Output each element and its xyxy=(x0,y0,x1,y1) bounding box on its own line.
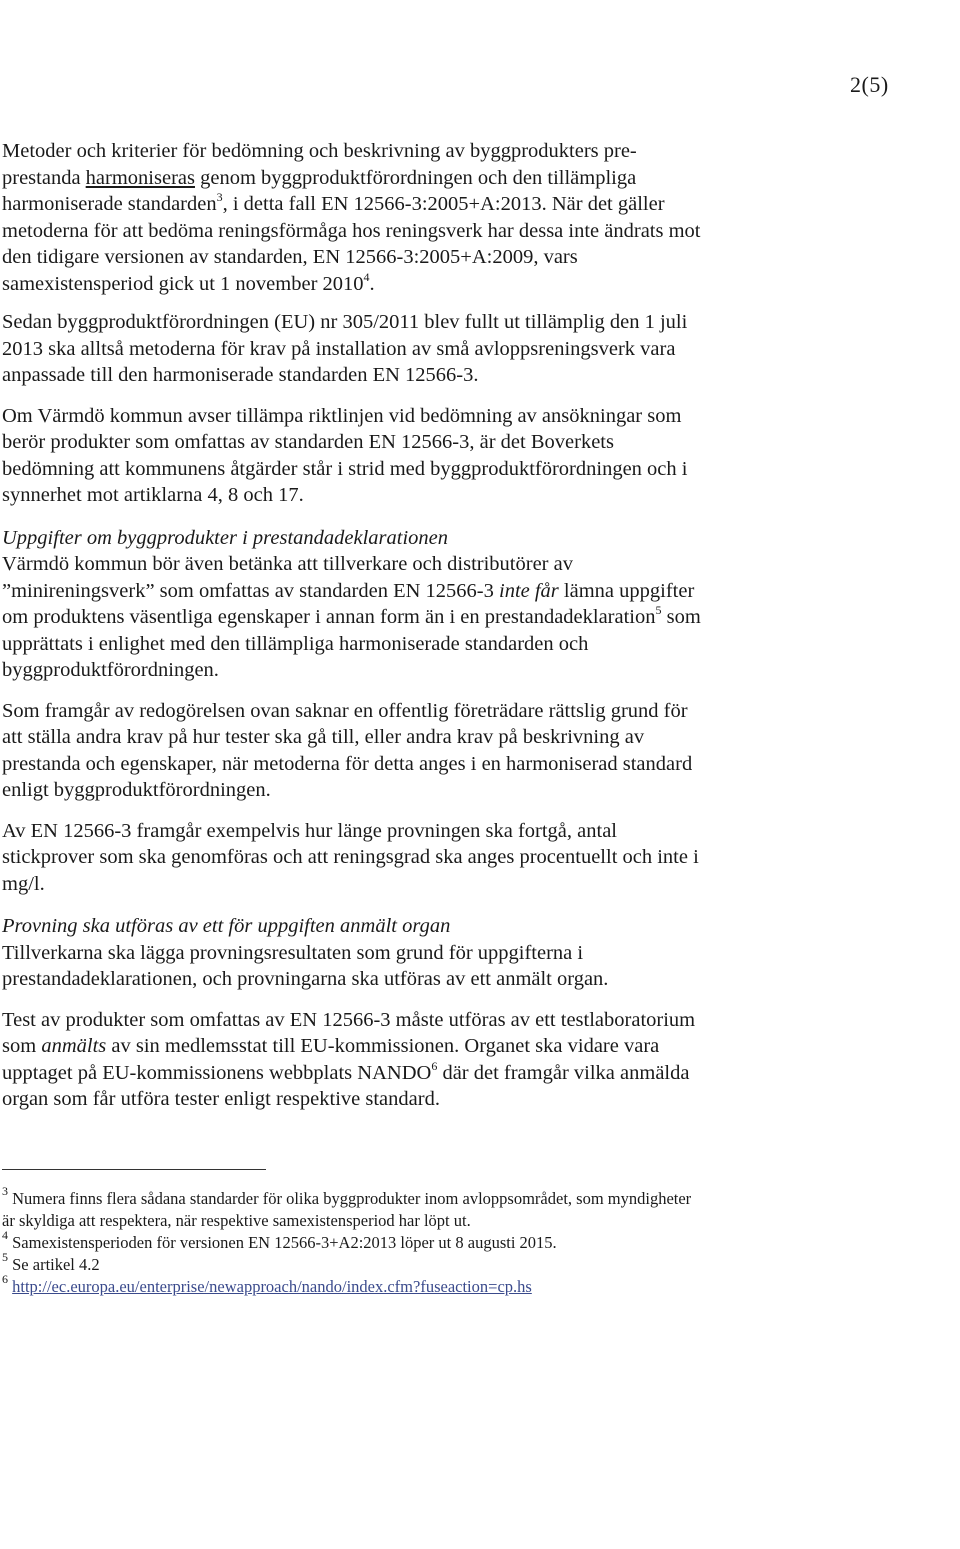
text-segment: som upprättats i enlighet med den tillämpliga harmoniserade standarden och byggproduktförordningen. xyxy=(2,606,701,681)
footnote-divider xyxy=(2,1169,266,1170)
text-segment: Värmdö kommun bör även betänka att tillverkare och distributörer av ”minireningsverk” som omfattas av standarden EN 12566-3 xyxy=(2,553,573,602)
footnote-text: Se artikel 4.2 xyxy=(12,1255,100,1274)
text-segment: lämna uppgifter om produktens väsentliga egenskaper i annan form än i en prestandadeklaration xyxy=(2,579,695,628)
text-segment: av sin medlemsstat till EU-kommissionen. Organet ska vidare vara upptaget på EU-kommissionens webbplats NANDO xyxy=(2,1035,660,1084)
paragraph-varmdo: Om Värmdö kommun avser tillämpa riktlinjen vid bedömning av ansökningar som berör produkter som omfattas av standarden EN 12566-3, är det Boverkets bedömning att kommunens åtgärder står i strid med byggproduktförordningen och i synnerhet mot artiklarna 4, 8 och 17. xyxy=(2,404,688,506)
text-segment: Metoder och kriterier för bedömning och beskrivning av byggprodukters pre-prestanda xyxy=(2,140,637,189)
paragraph-laboratory xyxy=(2,1007,702,1113)
footnote-ref-3[interactable]: 3 xyxy=(216,190,223,204)
nando-link[interactable]: http://ec.europa.eu/enterprise/newapproach/nando/index.cfm?fuseaction=cp.hs xyxy=(12,1277,532,1296)
text-segment: genom byggproduktförordningen och den tillämpliga harmoniserade standarden xyxy=(2,166,637,215)
footnote-ref-4[interactable]: 4 xyxy=(363,269,370,284)
footnote-4 xyxy=(2,1228,702,1254)
footnote-text: Samexistensperioden för versionen EN 12566-3+A2:2013 löper ut 8 augusti 2015. xyxy=(12,1233,557,1252)
text-segment: där det framgår vilka anmälda organ som får utföra tester enligt respektive standard. xyxy=(2,1061,690,1110)
paragraph-methods xyxy=(2,138,702,297)
paragraph-testing-duration: Av EN 12566-3 framgår exempelvis hur länge provningen ska fortgå, antal stickprover som ska genomföras och att reningsgrad ska anges procentuellt och inte i mg/l. xyxy=(2,819,699,895)
text-segment: , i detta fall EN 12566-3:2005+A:2013. När det gäller metoderna för att bedöma reningsförmåga hos reningsverk har dessa inte ändrats mot den tidigare versionen av standarden, EN 12566-3:2005+A:2009, vars samexistensperiod gick ut 1 november 2010 xyxy=(2,193,701,295)
text-segment: . xyxy=(369,272,375,295)
section-heading-declaration: Uppgifter om byggprodukter i prestandadeklarationen xyxy=(2,526,449,549)
underlined-term: harmoniseras xyxy=(85,166,195,189)
footnote-3 xyxy=(2,1184,702,1232)
paragraph-manufacturers xyxy=(2,551,702,684)
section-heading-notified-body: Provning ska utföras av ett för uppgiften anmält organ xyxy=(2,915,451,937)
footnote-5 xyxy=(2,1250,702,1276)
text-segment: Test av produkter som omfattas av EN 12566-3 måste utföras av ett testlaboratorium som xyxy=(2,1008,696,1057)
emphasis-text: anmälts xyxy=(41,1035,107,1057)
footnote-6 xyxy=(2,1272,702,1298)
footnote-ref-6[interactable]: 6 xyxy=(431,1058,438,1073)
footnote-ref-5[interactable]: 5 xyxy=(655,603,662,617)
document-body xyxy=(2,138,702,1127)
footnote-number: 4 xyxy=(2,1228,8,1242)
footnote-number: 6 xyxy=(2,1272,8,1286)
footnote-number: 3 xyxy=(2,1184,8,1198)
footnote-text: Numera finns flera sådana standarder för olika byggprodukter inom avloppsområdet, som myndigheter är skyldiga att respektera, när respektive samexistensperiod har löpt ut. xyxy=(2,1189,692,1230)
footnote-number: 5 xyxy=(2,1250,8,1264)
paragraph-regulation: Sedan byggproduktförordningen (EU) nr 305/2011 blev fullt ut tillämplig den 1 juli 2013 ska alltså metoderna för krav på installation av små avloppsreningsverk vara anpassade till den harmoniserade standarden EN 12566-3. xyxy=(2,311,688,386)
paragraph-test-results: Tillverkarna ska lägga provningsresultaten som grund för uppgifterna i prestandadeklarationen, och provningarna ska utföras av ett anmält organ. xyxy=(2,941,609,990)
emphasis-text: inte får xyxy=(499,579,559,602)
footnotes xyxy=(2,1184,702,1298)
paragraph-legal-basis: Som framgår av redogörelsen ovan saknar en offentlig företrädare rättslig grund för att ställa andra krav på hur tester ska gå till, eller andra krav på beskrivning av prestanda och egenskaper, när metoderna för detta anges i en harmoniserad standard enligt byggproduktförordningen. xyxy=(2,699,693,801)
page-number: 2(5) xyxy=(850,72,889,97)
